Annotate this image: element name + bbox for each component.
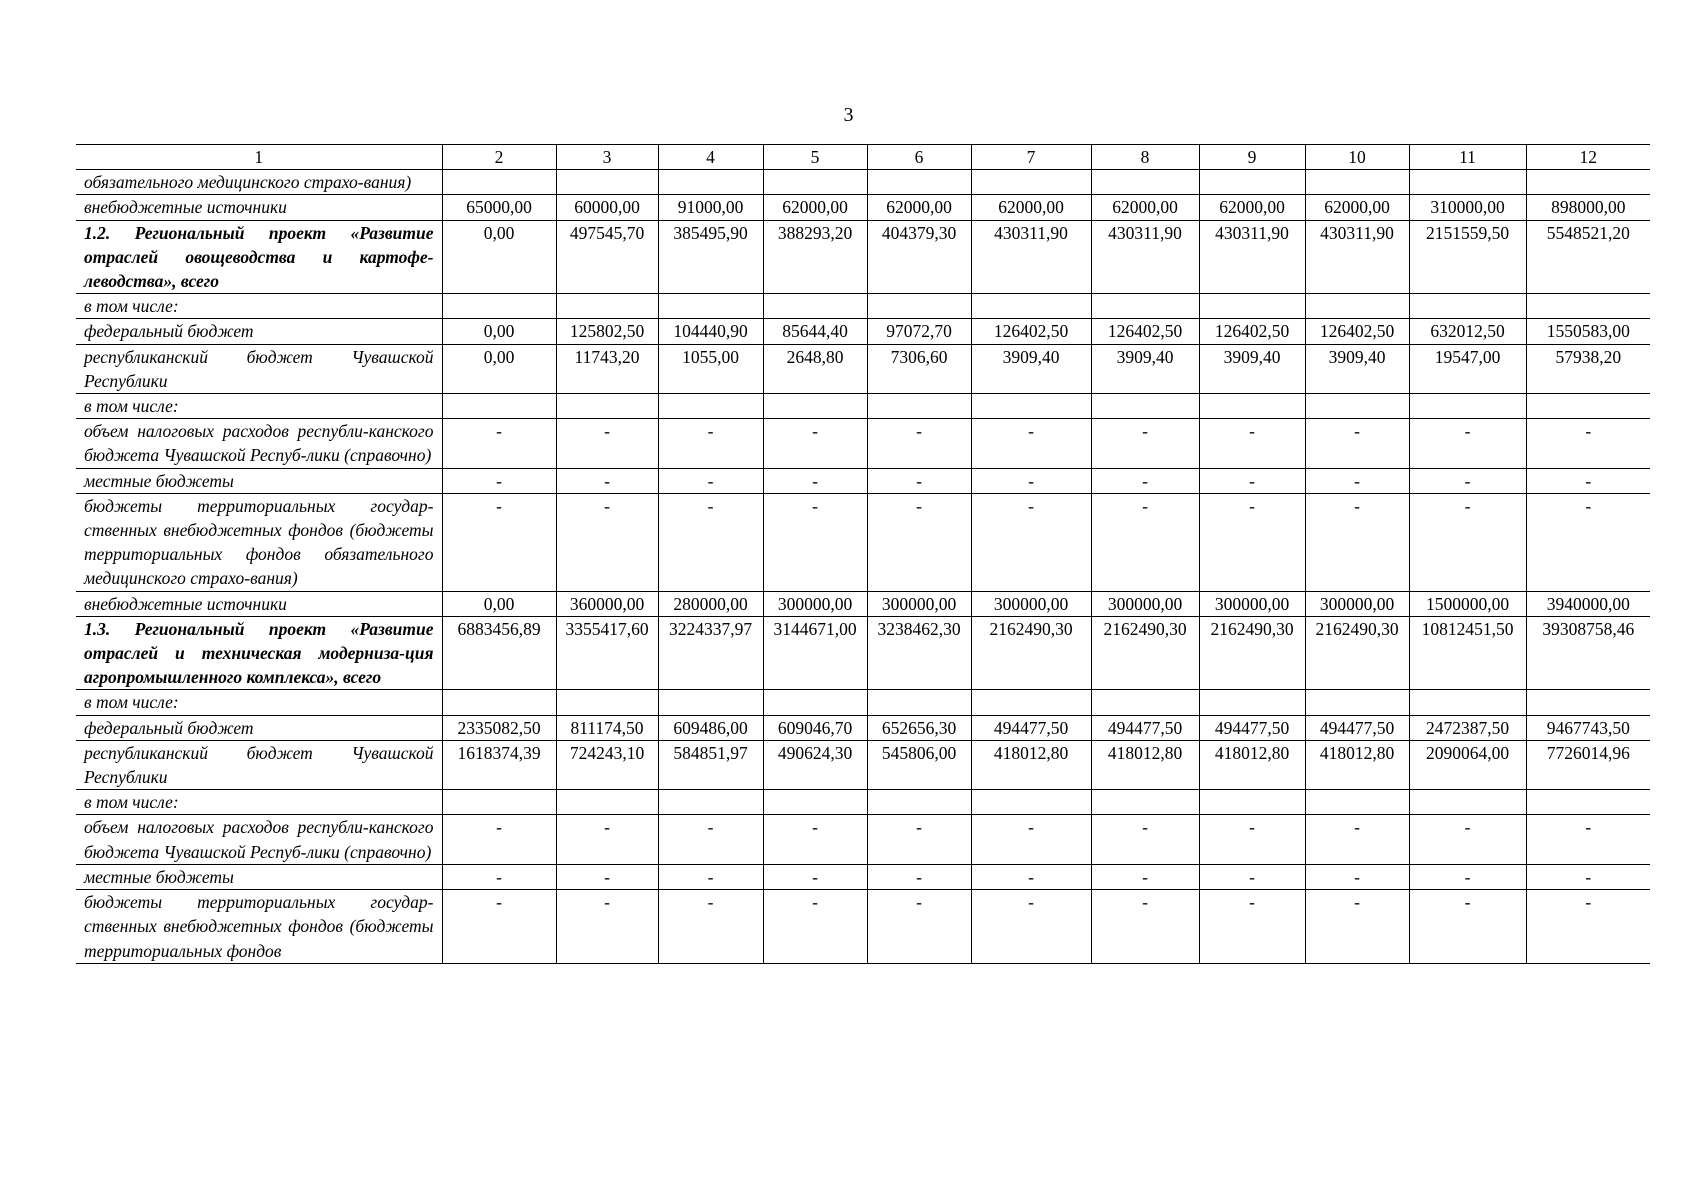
value-cell <box>442 294 556 319</box>
value-cell: 9467743,50 <box>1526 715 1650 740</box>
value-cell: - <box>1409 864 1526 889</box>
row-label: бюджеты территориальных государ-ственных внебюджетных фондов (бюджеты территориальных фондов обязательного медицинского страхо-вания) <box>76 493 442 591</box>
value-cell: 300000,00 <box>1091 591 1199 616</box>
value-cell <box>658 294 763 319</box>
value-cell: 3909,40 <box>971 344 1091 393</box>
value-cell <box>1199 170 1305 195</box>
value-cell: 0,00 <box>442 591 556 616</box>
page-number: 3 <box>843 104 854 126</box>
value-cell: 5548521,20 <box>1526 220 1650 294</box>
value-cell: - <box>1305 815 1409 864</box>
value-cell <box>1091 394 1199 419</box>
value-cell: - <box>1199 419 1305 468</box>
value-cell: - <box>1305 493 1409 591</box>
value-cell <box>867 394 971 419</box>
column-number: 7 <box>971 145 1091 170</box>
value-cell: 545806,00 <box>867 740 971 789</box>
row-label: местные бюджеты <box>76 864 442 889</box>
value-cell: 62000,00 <box>1305 195 1409 220</box>
value-cell: 2162490,30 <box>1305 616 1409 690</box>
value-cell: - <box>556 890 658 964</box>
table-row <box>76 690 1650 715</box>
value-cell: - <box>763 493 867 591</box>
value-cell: - <box>971 493 1091 591</box>
value-cell: - <box>763 815 867 864</box>
value-cell <box>1199 690 1305 715</box>
table-row <box>76 591 1650 616</box>
row-label: местные бюджеты <box>76 468 442 493</box>
column-number: 3 <box>556 145 658 170</box>
value-cell <box>1526 170 1650 195</box>
value-cell: 1618374,39 <box>442 740 556 789</box>
value-cell: - <box>1091 468 1199 493</box>
value-cell: 2151559,50 <box>1409 220 1526 294</box>
value-cell: - <box>1526 468 1650 493</box>
value-cell: 3940000,00 <box>1526 591 1650 616</box>
table-row <box>76 493 1650 591</box>
row-label: в том числе: <box>76 790 442 815</box>
value-cell <box>442 690 556 715</box>
value-cell <box>556 790 658 815</box>
value-cell: - <box>442 815 556 864</box>
value-cell: 497545,70 <box>556 220 658 294</box>
value-cell: - <box>867 493 971 591</box>
value-cell: 7306,60 <box>867 344 971 393</box>
value-cell: - <box>1091 493 1199 591</box>
value-cell: 62000,00 <box>971 195 1091 220</box>
value-cell: 609486,00 <box>658 715 763 740</box>
value-cell <box>1409 170 1526 195</box>
value-cell: - <box>1409 890 1526 964</box>
value-cell: 811174,50 <box>556 715 658 740</box>
value-cell: - <box>1526 493 1650 591</box>
table-row <box>76 195 1650 220</box>
value-cell <box>556 170 658 195</box>
value-cell: 404379,30 <box>867 220 971 294</box>
value-cell: 724243,10 <box>556 740 658 789</box>
value-cell: - <box>1091 890 1199 964</box>
value-cell: 310000,00 <box>1409 195 1526 220</box>
value-cell: - <box>556 468 658 493</box>
table-row <box>76 740 1650 789</box>
value-cell: 300000,00 <box>763 591 867 616</box>
value-cell: 418012,80 <box>971 740 1091 789</box>
row-label: в том числе: <box>76 294 442 319</box>
value-cell <box>1305 294 1409 319</box>
value-cell: 126402,50 <box>1199 319 1305 344</box>
value-cell: 126402,50 <box>1305 319 1409 344</box>
value-cell: 11743,20 <box>556 344 658 393</box>
value-cell: 91000,00 <box>658 195 763 220</box>
value-cell: 0,00 <box>442 344 556 393</box>
value-cell <box>1305 394 1409 419</box>
value-cell <box>1526 690 1650 715</box>
value-cell <box>1409 394 1526 419</box>
value-cell: - <box>763 468 867 493</box>
value-cell: - <box>442 864 556 889</box>
row-label: обязательного медицинского страхо-вания) <box>76 170 442 195</box>
column-number: 5 <box>763 145 867 170</box>
value-cell: 300000,00 <box>1305 591 1409 616</box>
value-cell: - <box>1305 419 1409 468</box>
value-cell: 490624,30 <box>763 740 867 789</box>
value-cell: 494477,50 <box>1305 715 1409 740</box>
value-cell: 62000,00 <box>867 195 971 220</box>
value-cell: - <box>867 864 971 889</box>
value-cell: - <box>971 890 1091 964</box>
table-row <box>76 294 1650 319</box>
value-cell: - <box>1199 493 1305 591</box>
value-cell: 430311,90 <box>971 220 1091 294</box>
value-cell: 609046,70 <box>763 715 867 740</box>
row-label: республиканский бюджет Чувашской Республики <box>76 344 442 393</box>
value-cell: - <box>1526 864 1650 889</box>
value-cell: 6883456,89 <box>442 616 556 690</box>
value-cell: 2162490,30 <box>1091 616 1199 690</box>
value-cell: - <box>658 864 763 889</box>
value-cell: 584851,97 <box>658 740 763 789</box>
value-cell: 3909,40 <box>1199 344 1305 393</box>
row-label: 1.3. Региональный проект «Развитие отраслей и техническая модерниза-ция агропромышленного комплекса», всего <box>76 616 442 690</box>
value-cell: - <box>867 890 971 964</box>
value-cell <box>1409 690 1526 715</box>
value-cell: - <box>867 815 971 864</box>
column-number: 1 <box>76 145 442 170</box>
table-row <box>76 419 1650 468</box>
row-label: в том числе: <box>76 394 442 419</box>
value-cell: - <box>971 864 1091 889</box>
value-cell <box>1409 294 1526 319</box>
column-number: 11 <box>1409 145 1526 170</box>
value-cell: - <box>658 468 763 493</box>
value-cell: 300000,00 <box>867 591 971 616</box>
value-cell <box>1091 294 1199 319</box>
value-cell <box>763 170 867 195</box>
value-cell: 2648,80 <box>763 344 867 393</box>
value-cell: - <box>971 468 1091 493</box>
value-cell: 19547,00 <box>1409 344 1526 393</box>
value-cell: 3144671,00 <box>763 616 867 690</box>
value-cell: 0,00 <box>442 220 556 294</box>
value-cell: 62000,00 <box>1199 195 1305 220</box>
value-cell <box>658 170 763 195</box>
value-cell <box>971 790 1091 815</box>
table-row <box>76 319 1650 344</box>
table-row <box>76 864 1650 889</box>
value-cell: 85644,40 <box>763 319 867 344</box>
value-cell: 65000,00 <box>442 195 556 220</box>
value-cell: 62000,00 <box>1091 195 1199 220</box>
value-cell: 2472387,50 <box>1409 715 1526 740</box>
value-cell: - <box>1409 419 1526 468</box>
value-cell: - <box>1091 419 1199 468</box>
value-cell <box>763 294 867 319</box>
value-cell: - <box>1199 815 1305 864</box>
value-cell <box>658 790 763 815</box>
value-cell <box>556 690 658 715</box>
table-row-total <box>76 220 1650 294</box>
value-cell: - <box>1305 864 1409 889</box>
value-cell <box>442 790 556 815</box>
value-cell: 1055,00 <box>658 344 763 393</box>
value-cell: - <box>763 864 867 889</box>
value-cell: - <box>556 419 658 468</box>
row-label: 1.2. Региональный проект «Развитие отраслей овощеводства и картофе-леводства», всего <box>76 220 442 294</box>
value-cell: - <box>1526 815 1650 864</box>
value-cell: 7726014,96 <box>1526 740 1650 789</box>
value-cell <box>1305 170 1409 195</box>
value-cell: 418012,80 <box>1091 740 1199 789</box>
table-row <box>76 890 1650 964</box>
value-cell <box>971 294 1091 319</box>
value-cell: 57938,20 <box>1526 344 1650 393</box>
value-cell: - <box>442 468 556 493</box>
value-cell: 494477,50 <box>971 715 1091 740</box>
value-cell: - <box>442 493 556 591</box>
value-cell: 494477,50 <box>1199 715 1305 740</box>
value-cell: 3355417,60 <box>556 616 658 690</box>
value-cell: 388293,20 <box>763 220 867 294</box>
value-cell <box>658 394 763 419</box>
value-cell: 126402,50 <box>1091 319 1199 344</box>
value-cell: 494477,50 <box>1091 715 1199 740</box>
value-cell: 1500000,00 <box>1409 591 1526 616</box>
value-cell: 97072,70 <box>867 319 971 344</box>
value-cell: - <box>1409 493 1526 591</box>
value-cell <box>1526 790 1650 815</box>
value-cell: - <box>1305 890 1409 964</box>
value-cell <box>1199 790 1305 815</box>
value-cell <box>867 690 971 715</box>
row-label: республиканский бюджет Чувашской Республики <box>76 740 442 789</box>
value-cell: 10812451,50 <box>1409 616 1526 690</box>
table-row <box>76 790 1650 815</box>
value-cell: - <box>1199 890 1305 964</box>
value-cell: 898000,00 <box>1526 195 1650 220</box>
value-cell <box>763 790 867 815</box>
value-cell: - <box>442 890 556 964</box>
table-row <box>76 170 1650 195</box>
value-cell <box>1305 790 1409 815</box>
table-row <box>76 344 1650 393</box>
value-cell <box>658 690 763 715</box>
row-label: бюджеты территориальных государ-ственных внебюджетных фондов (бюджеты территориальных фондов <box>76 890 442 964</box>
value-cell: 2335082,50 <box>442 715 556 740</box>
value-cell: 62000,00 <box>763 195 867 220</box>
value-cell <box>1091 790 1199 815</box>
column-number: 12 <box>1526 145 1650 170</box>
value-cell: 280000,00 <box>658 591 763 616</box>
value-cell <box>867 170 971 195</box>
row-label: в том числе: <box>76 690 442 715</box>
value-cell: 300000,00 <box>971 591 1091 616</box>
row-label: объем налоговых расходов республи-канского бюджета Чувашской Респуб-лики (справочно) <box>76 815 442 864</box>
value-cell: - <box>658 815 763 864</box>
value-cell <box>971 394 1091 419</box>
value-cell: - <box>556 815 658 864</box>
value-cell <box>442 170 556 195</box>
value-cell <box>442 394 556 419</box>
value-cell: 418012,80 <box>1199 740 1305 789</box>
value-cell: 430311,90 <box>1305 220 1409 294</box>
table-row <box>76 815 1650 864</box>
value-cell: - <box>1091 815 1199 864</box>
column-number: 8 <box>1091 145 1199 170</box>
value-cell: 430311,90 <box>1091 220 1199 294</box>
value-cell: 126402,50 <box>971 319 1091 344</box>
value-cell: - <box>763 419 867 468</box>
value-cell: 652656,30 <box>867 715 971 740</box>
table-row <box>76 394 1650 419</box>
value-cell <box>763 690 867 715</box>
value-cell: - <box>867 419 971 468</box>
column-number: 6 <box>867 145 971 170</box>
value-cell: - <box>1526 419 1650 468</box>
value-cell <box>867 790 971 815</box>
value-cell: - <box>1526 890 1650 964</box>
table-row <box>76 468 1650 493</box>
value-cell <box>556 294 658 319</box>
value-cell <box>1091 690 1199 715</box>
column-number: 9 <box>1199 145 1305 170</box>
value-cell: - <box>442 419 556 468</box>
value-cell: 104440,90 <box>658 319 763 344</box>
value-cell: - <box>556 864 658 889</box>
value-cell: - <box>867 468 971 493</box>
value-cell: 632012,50 <box>1409 319 1526 344</box>
value-cell <box>1526 394 1650 419</box>
value-cell: - <box>971 815 1091 864</box>
value-cell <box>763 394 867 419</box>
row-label: объем налоговых расходов республи-канского бюджета Чувашской Респуб-лики (справочно) <box>76 419 442 468</box>
value-cell: - <box>1199 468 1305 493</box>
value-cell: 0,00 <box>442 319 556 344</box>
table-row <box>76 715 1650 740</box>
budget-table <box>76 144 1650 964</box>
value-cell: 430311,90 <box>1199 220 1305 294</box>
value-cell <box>867 294 971 319</box>
table-row-total <box>76 616 1650 690</box>
value-cell <box>971 170 1091 195</box>
value-cell: - <box>971 419 1091 468</box>
column-number-row <box>76 145 1650 170</box>
value-cell: - <box>658 493 763 591</box>
value-cell: 2162490,30 <box>971 616 1091 690</box>
value-cell: 3909,40 <box>1305 344 1409 393</box>
value-cell: 2090064,00 <box>1409 740 1526 789</box>
value-cell: 360000,00 <box>556 591 658 616</box>
value-cell <box>1526 294 1650 319</box>
value-cell: 418012,80 <box>1305 740 1409 789</box>
column-number: 4 <box>658 145 763 170</box>
value-cell: 60000,00 <box>556 195 658 220</box>
value-cell: 3909,40 <box>1091 344 1199 393</box>
table-body <box>76 145 1650 964</box>
value-cell: 2162490,30 <box>1199 616 1305 690</box>
value-cell: 3238462,30 <box>867 616 971 690</box>
row-label: федеральный бюджет <box>76 319 442 344</box>
value-cell: 300000,00 <box>1199 591 1305 616</box>
value-cell: 1550583,00 <box>1526 319 1650 344</box>
value-cell: 385495,90 <box>658 220 763 294</box>
value-cell: - <box>1409 468 1526 493</box>
value-cell: - <box>1305 468 1409 493</box>
value-cell: 3224337,97 <box>658 616 763 690</box>
value-cell <box>1199 394 1305 419</box>
column-number: 2 <box>442 145 556 170</box>
column-number: 10 <box>1305 145 1409 170</box>
value-cell: - <box>1409 815 1526 864</box>
value-cell: - <box>1091 864 1199 889</box>
value-cell <box>971 690 1091 715</box>
value-cell <box>1409 790 1526 815</box>
value-cell <box>1199 294 1305 319</box>
value-cell <box>1091 170 1199 195</box>
value-cell: - <box>1199 864 1305 889</box>
value-cell: - <box>763 890 867 964</box>
value-cell: 125802,50 <box>556 319 658 344</box>
value-cell: - <box>658 419 763 468</box>
value-cell: 39308758,46 <box>1526 616 1650 690</box>
value-cell <box>1305 690 1409 715</box>
value-cell: - <box>658 890 763 964</box>
value-cell: - <box>556 493 658 591</box>
row-label: федеральный бюджет <box>76 715 442 740</box>
row-label: внебюджетные источники <box>76 195 442 220</box>
row-label: внебюджетные источники <box>76 591 442 616</box>
value-cell <box>556 394 658 419</box>
